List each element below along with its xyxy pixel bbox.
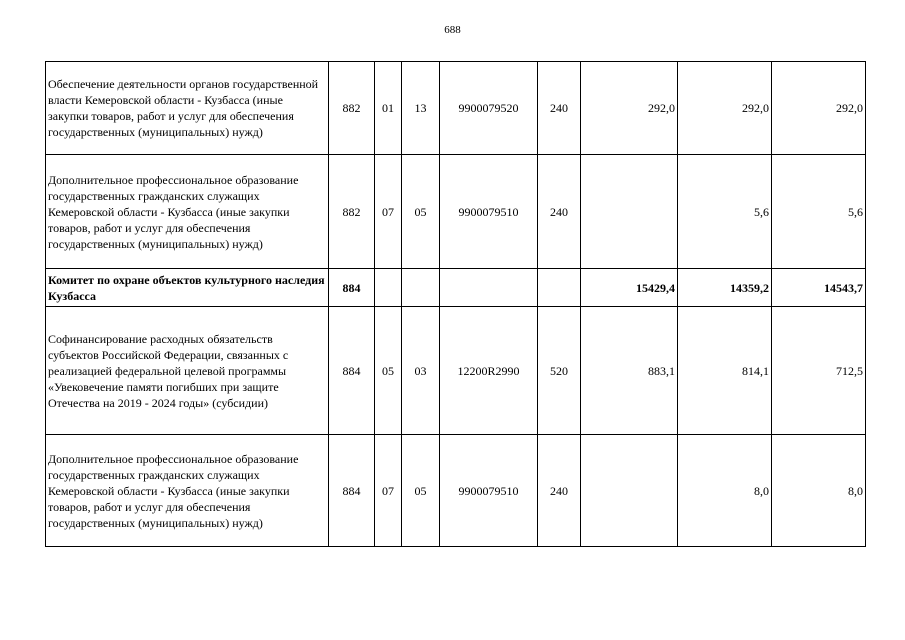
- expense-type-code: 520: [538, 307, 581, 435]
- target-article-code: 9900079510: [440, 435, 538, 547]
- subsection-code: 13: [402, 62, 440, 155]
- table-row: [46, 62, 866, 155]
- expense-type-code: 240: [538, 155, 581, 269]
- amount-2: 292,0: [678, 62, 772, 155]
- amount-2: 8,0: [678, 435, 772, 547]
- subsection-code: 03: [402, 307, 440, 435]
- table-row: [46, 307, 866, 435]
- section-code: 01: [375, 62, 402, 155]
- row-name: Обеспечение деятельности органов государственной власти Кемеровской области - Кузбасса (иные закупки товаров, работ и услуг для обеспечения государственных (муниципальных) нужд): [46, 62, 329, 155]
- amount-1: 883,1: [581, 307, 678, 435]
- row-name: Софинансирование расходных обязательств субъектов Российской Федерации, связанных с реализацией федеральной целевой программы «Увековечение памяти погибших при защите Отечества на 2019 - 2024 годы» (субсидии): [46, 307, 329, 435]
- ministry-code: 882: [329, 155, 375, 269]
- subsection-code: 05: [402, 435, 440, 547]
- target-article-code: 9900079520: [440, 62, 538, 155]
- amount-3: 712,5: [772, 307, 866, 435]
- amount-2: 14359,2: [678, 269, 772, 307]
- table-row: [46, 269, 866, 307]
- amount-1: [581, 435, 678, 547]
- row-name: Дополнительное профессиональное образование государственных гражданских служащих Кемеровской области - Кузбасса (иные закупки товаров, работ и услуг для обеспечения государственных (муниципальных) нужд): [46, 435, 329, 547]
- target-article-code: 9900079510: [440, 155, 538, 269]
- ministry-code: 884: [329, 269, 375, 307]
- page-number: 688: [444, 24, 461, 36]
- amount-1: 15429,4: [581, 269, 678, 307]
- subsection-code: [402, 269, 440, 307]
- target-article-code: [440, 269, 538, 307]
- section-code: 07: [375, 435, 402, 547]
- ministry-code: 884: [329, 435, 375, 547]
- amount-3: 8,0: [772, 435, 866, 547]
- section-code: [375, 269, 402, 307]
- table-row: [46, 435, 866, 547]
- amount-3: 292,0: [772, 62, 866, 155]
- expense-type-code: 240: [538, 62, 581, 155]
- expense-type-code: 240: [538, 435, 581, 547]
- amount-3: 14543,7: [772, 269, 866, 307]
- amount-1: 292,0: [581, 62, 678, 155]
- row-name: Комитет по охране объектов культурного наследия Кузбасса: [46, 269, 329, 307]
- section-code: 07: [375, 155, 402, 269]
- target-article-code: 12200R2990: [440, 307, 538, 435]
- ministry-code: 882: [329, 62, 375, 155]
- row-name: Дополнительное профессиональное образование государственных гражданских служащих Кемеровской области - Кузбасса (иные закупки товаров, работ и услуг для обеспечения государственных (муниципальных) нужд): [46, 155, 329, 269]
- amount-2: 5,6: [678, 155, 772, 269]
- budget-table: [45, 61, 866, 547]
- amount-2: 814,1: [678, 307, 772, 435]
- table-row: [46, 155, 866, 269]
- amount-3: 5,6: [772, 155, 866, 269]
- expense-type-code: [538, 269, 581, 307]
- ministry-code: 884: [329, 307, 375, 435]
- subsection-code: 05: [402, 155, 440, 269]
- section-code: 05: [375, 307, 402, 435]
- amount-1: [581, 155, 678, 269]
